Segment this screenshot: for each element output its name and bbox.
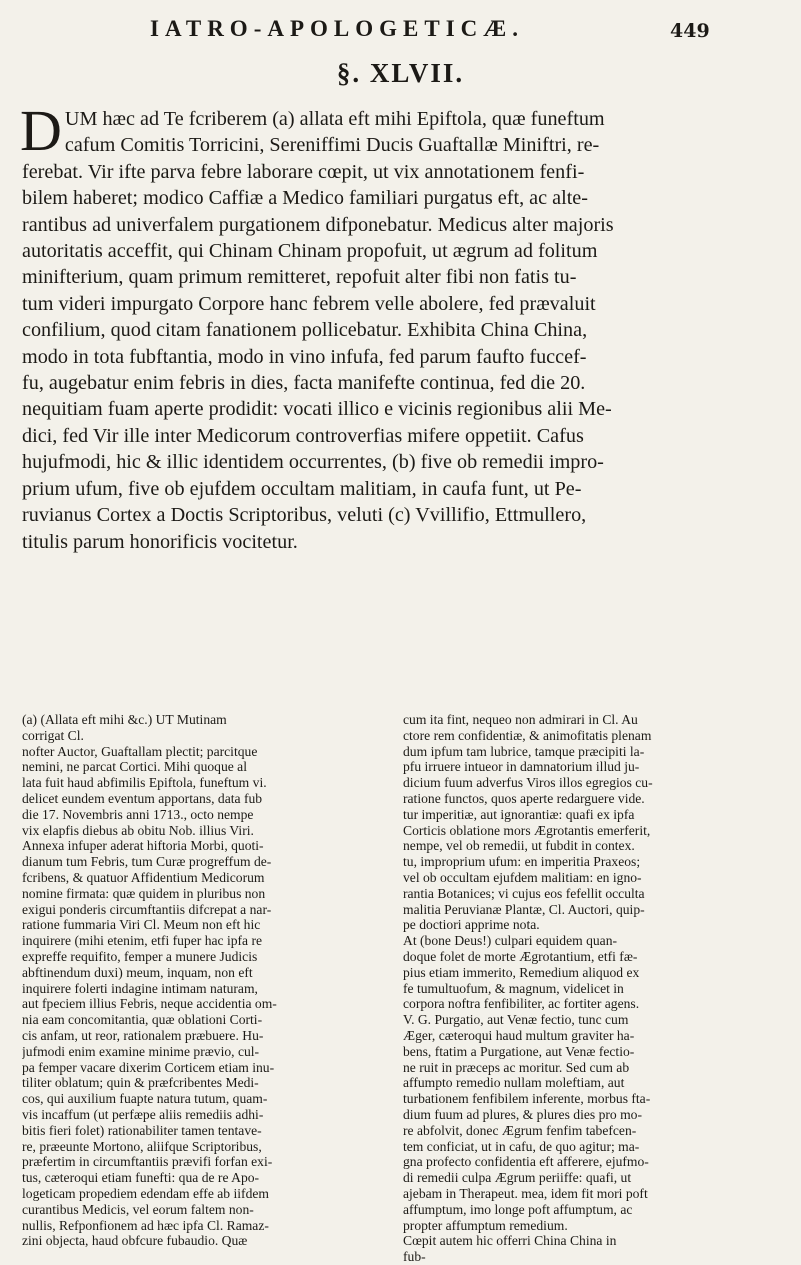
footnote-line: tu, improprium ufum: en imperitia Praxeos;	[403, 854, 641, 870]
footnote-line: nempe, vel ob remedii, ut fubdit in contex.	[403, 838, 635, 854]
footnote-line: curantibus Medicis, vel eorum faltem non-	[22, 1201, 254, 1217]
footnote-line: propter affumptum remedium.	[403, 1217, 568, 1233]
footnote-line: affumpto remedio nullam moleftiam, aut	[403, 1075, 625, 1091]
footnote-column-right	[403, 712, 767, 1265]
running-title: IATRO-APOLOGETICÆ.	[150, 16, 525, 41]
footnote-line: delicet eundem eventum apportans, data fub	[22, 790, 263, 806]
main-line: ruvianus Cortex a Doctis Scriptoribus, veluti (c) Vvillifio, Ettmullero,	[22, 504, 587, 527]
footnote-line: cos, qui auxilium fuapte natura tutum, quam-	[22, 1091, 268, 1107]
footnote-line: re, præeunte Mortono, aliifque Scriptoribus,	[22, 1138, 262, 1154]
footnote-line: expreffe requifito, femper a munere Judicis	[22, 948, 258, 964]
main-line: cafum Comitis Torricini, Sereniffimi Ducis Guaftallæ Miniftri, re-	[64, 134, 600, 157]
footnote-line: inquirere folerti indagine intimam naturam,	[22, 980, 258, 996]
footnote-line: rantia Botanices; vi cujus eos fefellit occulta	[403, 885, 645, 901]
footnote-line: pa femper vacare dixerim Corticem etiam inu-	[22, 1059, 275, 1075]
footnote-line: ratione fummaria Viri Cl. Meum non eft hic	[22, 917, 261, 933]
footnote-line: Annexa infuper aderat hiftoria Morbi, quoti-	[22, 838, 264, 854]
footnote-line: nullis, Refponfionem ad hæc ipfa Cl. Ramaz-	[22, 1217, 269, 1233]
main-line: minifterium, quam primum remitteret, repofuit alter fibi non fatis tu-	[22, 266, 577, 289]
main-line: titulis parum honorificis vocitetur.	[22, 530, 298, 553]
footnote-line: tem conficiat, ut in cafu, de quo agitur; ma-	[403, 1138, 640, 1154]
footnote-line: gna profecto confidentia eft afferere, ejufmo-	[403, 1154, 649, 1170]
footnote-line: ne ruit in præceps ac moritur. Sed cum ab	[403, 1059, 630, 1075]
section-heading: §. XLVII.	[336, 58, 465, 88]
main-line: tum videri impurgato Corpore hanc febrem velle abolere, fed prævaluit	[22, 292, 596, 315]
footnote-line: fub-	[403, 1249, 426, 1265]
footnote-line: tiliter oblatum; quin & præfcribentes Medi-	[22, 1075, 259, 1091]
main-line: dici, fed Vir ille inter Medicorum controverfias mifere oppetiit. Cafus	[22, 424, 584, 447]
footnote-line: inquirere (mihi etenim, etfi fuper hac ipfa re	[22, 933, 263, 949]
footnote-line: jufmodi enim examine minime prævio, cul-	[22, 1043, 260, 1059]
footnote-line: re abfolvit, donec Ægrum fenfim tabefcen-	[403, 1122, 637, 1138]
footnote-line: die 17. Novembris anni 1713., octo nempe	[22, 806, 254, 822]
footnote-line: Æger, cæteroqui haud multum graviter ha-	[403, 1027, 635, 1043]
main-text	[20, 98, 767, 555]
main-line: confilium, quod citam fanationem pollicebatur. Exhibita China China,	[22, 319, 588, 342]
footnote-line: corpora noftra fenfibiliter, ac fortiter agens.	[403, 996, 640, 1012]
footnote-line: præfertim in circumftantiis prævifi forfan exi-	[22, 1154, 273, 1170]
main-line: rantibus ad univerfalem purgationem difponebatur. Medicus alter majoris	[22, 213, 614, 236]
footnote-line: bens, ftatim a Purgatione, aut Venæ fectio-	[403, 1043, 635, 1059]
running-head	[150, 16, 710, 42]
footnote-line: malitia Peruvianæ Plantæ, Cl. Auctori, quip-	[403, 901, 645, 917]
main-line: nequitiam fuam aperte prodidit: vocati illico e vicinis regionibus alii Me-	[22, 398, 612, 421]
drop-cap: D	[20, 98, 62, 163]
footnote-line: vix elapfis diebus ab obitu Nob. illius Viri.	[22, 822, 254, 838]
footnote-line: At (bone Deus!) culpari equidem quan-	[403, 933, 618, 949]
footnote-line: doque folet de morte Ægrotantium, etfi fæ-	[403, 948, 638, 964]
footnote-line: exigui ponderis circumftantiis difcrepat a nar-	[22, 901, 272, 917]
footnote-line: cum ita fint, nequeo non admirari in Cl. Au	[403, 712, 638, 727]
footnote-line: Cœpit autem hic offerri China China in	[403, 1233, 617, 1249]
footnote-line: pfu irruere intueor in damnatorium illud ju-	[403, 759, 640, 775]
footnote-line: cis anfam, ut reor, rationalem præbuere. Hu-	[22, 1027, 264, 1043]
footnote-line: pius etiam immerito, Remedium aliquod ex	[403, 964, 640, 980]
main-line: bilem haberet; modico Caffiæ a Medico familiari purgatus eft, ac alte-	[22, 187, 588, 210]
footnote-line: lata fuit haud abfimilis Epiftola, funeftum vi.	[22, 775, 267, 791]
main-line: hujufmodi, hic & illic identidem occurrentes, (b) five ob remedii impro-	[22, 451, 604, 474]
footnote-line: dicium fuum adverfus Viros illos egregios cu-	[403, 775, 653, 791]
main-line: autoritatis acceffit, qui Chinam Chinam propofuit, ut ægrum ad folitum	[22, 240, 598, 263]
page-number: 449	[670, 20, 710, 42]
footnote-line: abftinendum duxi) meum, inquam, non eft	[22, 964, 253, 980]
footnote-line: dum ipfum tam lubrice, tamque præcipiti la-	[403, 743, 645, 759]
footnotes	[22, 712, 767, 1265]
footnote-line: tus, cæteroqui etiam funefti: qua de re Apo-	[22, 1170, 260, 1186]
footnote-line: aut fpeciem illius Febris, neque accidentia om-	[22, 996, 277, 1012]
footnote-line: nomine firmata: quæ quidem in pluribus non	[22, 885, 266, 901]
footnote-line: corrigat Cl.	[22, 727, 84, 743]
footnote-line: fcribens, & quatuor Affidentium Medicorum	[22, 869, 265, 885]
footnote-line: ajebam in Therapeut. mea, idem fit mori poft	[403, 1185, 648, 1201]
footnote-line: di remedii culpa Ægrum periiffe: quafi, ut	[403, 1170, 632, 1186]
footnote-line: zini objecta, haud obfcure fubaudio. Quæ	[22, 1233, 248, 1249]
main-line: ferebat. Vir ifte parva febre laborare cœpit, ut vix annotationem fenfi-	[22, 160, 585, 183]
main-line: modo in tota fubftantia, modo in vino infufa, fed parum faufto fuccef-	[22, 345, 587, 368]
footnote-line: pe doctiori apprime nota.	[403, 917, 540, 933]
footnote-line: fe tumultuofum, & magnum, videlicet in	[403, 980, 624, 996]
footnote-line: nemini, ne parcat Cortici. Mihi quoque al	[22, 759, 247, 775]
footnote-line: tur imperitiæ, aut ignorantiæ: quafi ex ipfa	[403, 806, 635, 822]
footnote-line: nofter Auctor, Guaftallam plectit; parcitque	[22, 743, 258, 759]
footnote-line: ctore rem confidentiæ, & animofitatis plenam	[403, 727, 652, 743]
footnote-line: Corticis oblatione mors Ægrotantis emerferit,	[403, 822, 651, 838]
footnote-line: affumptum, imo longe poft affumptum, ac	[403, 1201, 633, 1217]
footnote-line: ratione functos, quos aperte redarguere vide.	[403, 790, 645, 806]
footnote-line: vis incaffum (ut perfæpe aliis remediis adhi-	[22, 1106, 264, 1122]
footnote-line: bitis fieri folet) rationabiliter tamen tentave-	[22, 1122, 262, 1138]
footnote-line: logeticam propediem edendam effe ab iifdem	[22, 1185, 269, 1201]
footnote-column-left	[22, 712, 386, 1265]
main-line: UM hæc ad Te fcriberem (a) allata eft mihi Epiftola, quæ funeftum	[64, 108, 605, 130]
footnote-line: turbationem fenfibilem inferente, morbus fta-	[403, 1091, 651, 1107]
main-line: prium ufum, five ob ejufdem occultam malitiam, in caufa funt, ut Pe-	[22, 477, 582, 500]
footnote-line: vel ob occultam ejufdem malitiam: en igno-	[403, 869, 642, 885]
main-line: fu, augebatur enim febris in dies, facta manifefte continua, fed die 20.	[22, 372, 586, 395]
footnote-line: nia eam concomitantia, quæ oblationi Corti-	[22, 1012, 263, 1028]
footnote-line: V. G. Purgatio, aut Venæ fectio, tunc cum	[403, 1012, 629, 1028]
footnote-line: dianum tum Febris, tum Curæ progreffum de-	[22, 854, 272, 870]
footnote-line: dium fuum ad plures, & plures dies pro mo-	[403, 1106, 642, 1122]
footnote-line: (a) (Allata eft mihi &c.) UT Mutinam	[22, 712, 227, 727]
